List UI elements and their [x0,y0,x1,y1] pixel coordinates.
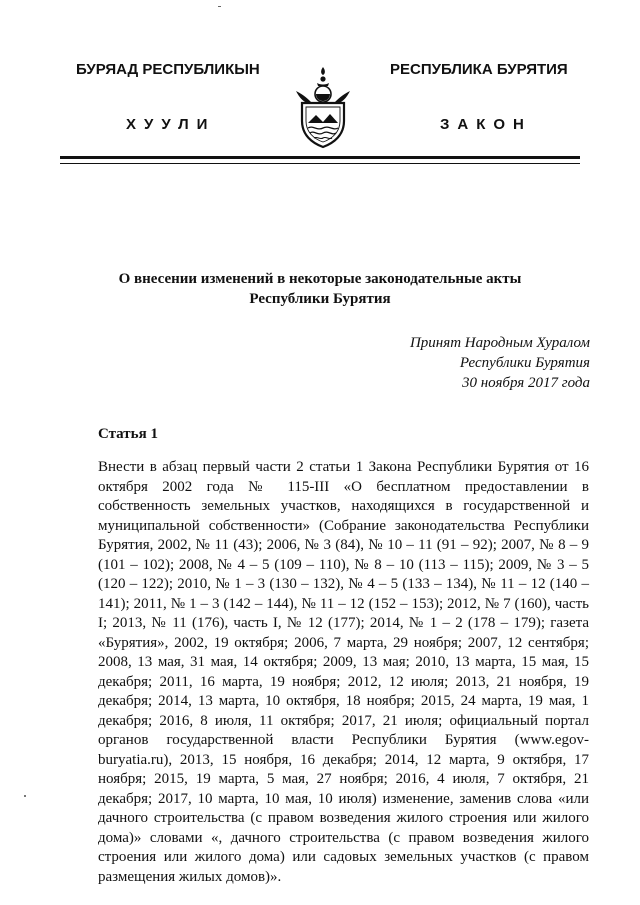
header-right-title: РЕСПУБЛИКА БУРЯТИЯ [390,61,568,78]
coat-of-arms-icon [290,65,356,151]
law-title [60,269,580,309]
adoption-date: 30 ноября 2017 года [461,375,590,391]
header-rule-thick [60,156,580,159]
scan-mark [24,795,26,797]
adoption-note [330,333,590,393]
article-heading: Статья 1 [98,426,158,442]
adoption-line: Принят Народным Хуралом [409,335,590,351]
header-left-subtitle: ХУУЛИ [126,116,216,133]
scan-mark [218,6,221,7]
law-title-line: Республики Бурятия [249,291,391,307]
header-right-subtitle: ЗАКОН [440,116,532,133]
header-rule-thin [60,163,580,164]
article-text: Внести в абзац первый части 2 статьи 1 Закона Республики Бурятия от 16 октября 2002 года № 115-III «О бесплатном предоставлении в собственность земельных участков, находящихся в государственной и муниципальной собственности» (Собрание законодательства Республики Бурятия, 2002, № 11 (43); 2006, № 3 (84), № 10 – 11 (91 – 92); 2007, № 8 – 9 (101 – 102); 2008, № 4 – 5 (109 – 110), № 8 – 10 (113 – 115); 2009, № 3 – 5 (120 – 122); 2010, № 1 – 3 (130 – 132), № 4 – 5 (133 – 134), № 11 – 12 (140 – 141); 2011, № 1 – 3 (142 – 144), № 11 – 12 (152 – 153); 2012, № 7 (160), часть I; 2013, № 11 (176), часть I, № 12 (177); 2014, № 1 – 2 (178 – 179); газета «Бурятия», 2002, 19 октября; 2006, 7 марта, 29 ноября; 2007, 12 сентября; 2008, 13 мая, 31 мая, 14 октября; 2009, 13 мая; 2010, 13 марта, 15 мая, 15 декабря; 2011, 16 марта, 19 ноября; 2012, 12 июля; 2013, 21 ноября, 19 декабря; 2014, 13 марта, 10 октября, 18 ноября; 2015, 24 марта, 19 мая, 1 декабря; 2016, 8 июля, 11 октября; 2017, 21 июля; официальный портал органов государственной власти Республики Бурятия (www.egov-buryatia.ru), 2013, 15 ноября, 16 декабря; 2014, 12 марта, 9 октября, 17 ноября; 2015, 19 марта, 5 мая, 27 ноября; 2016, 4 июля, 7 октября, 21 декабря; 2017, 10 марта, 10 мая, 10 июля) изменение, заменив слова «или дачного строительства (с правом возведения жилого строения или жилого дома)» словами «, дачного строительства (с правом возведения жилого строения или жилого дома) или садовых земельных участков (с правом размещения жилых домов)». [98,459,589,885]
adoption-line: Республики Бурятия [459,355,590,371]
header-left-title: БУРЯАД РЕСПУБЛИКЫН [76,61,260,78]
law-title-line: О внесении изменений в некоторые законодательные акты [118,271,522,287]
